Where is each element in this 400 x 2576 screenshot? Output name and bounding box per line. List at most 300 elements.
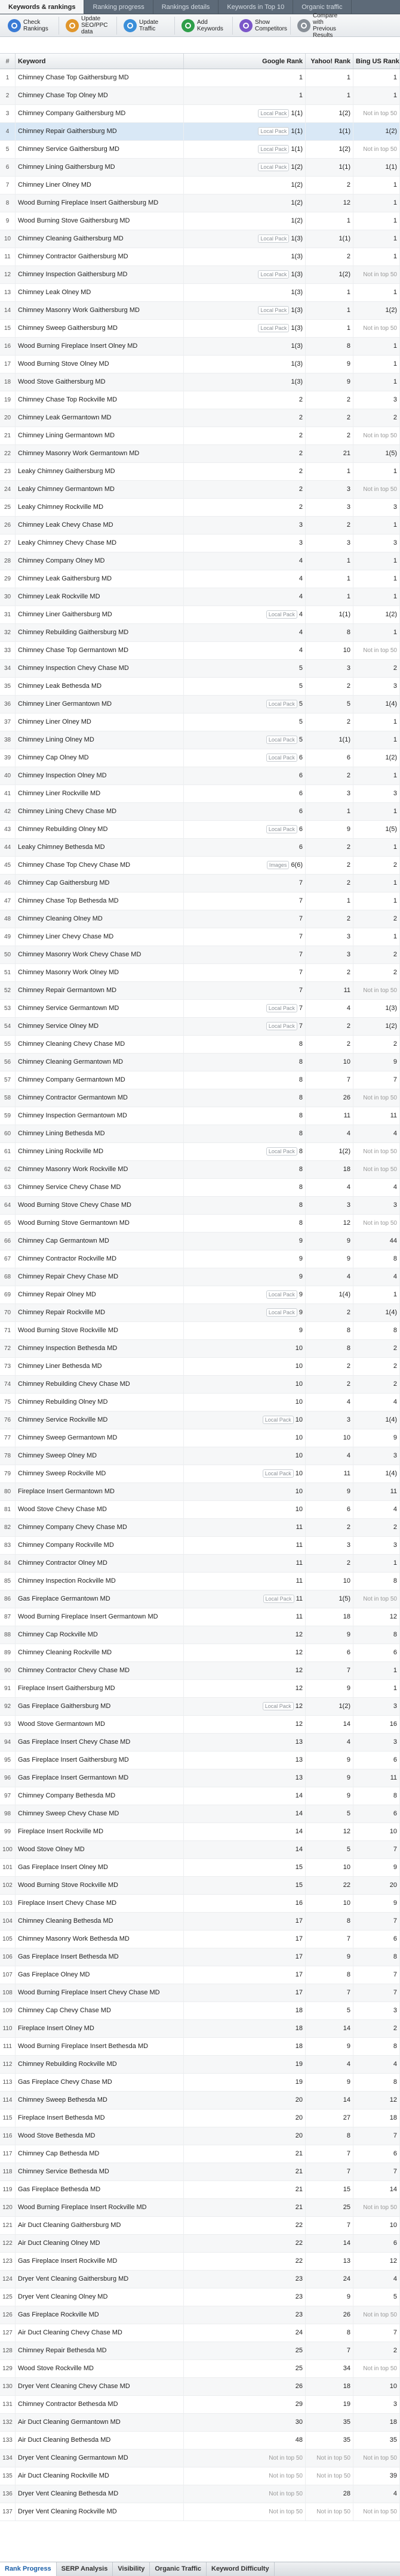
keyword-cell[interactable]: Gas Fireplace Germantown MD [16,1590,184,1608]
keyword-cell[interactable]: Gas Fireplace Rockville MD [16,2306,184,2324]
keyword-cell[interactable]: Chimney Service Rockville MD [16,1411,184,1429]
keyword-cell[interactable]: Fireplace Insert Olney MD [16,2020,184,2037]
table-row[interactable] [0,194,400,212]
keyword-cell[interactable]: Wood Stove Germantown MD [16,1716,184,1733]
table-row[interactable] [0,1447,400,1465]
google-rank-value: 10 [295,1363,303,1370]
keyword-cell[interactable]: Chimney Chase Top Olney MD [16,87,184,104]
table-row[interactable] [0,1626,400,1644]
table-row[interactable] [0,2235,400,2253]
keyword-cell[interactable]: Chimney Company Chevy Chase MD [16,1519,184,1536]
keyword-cell[interactable]: Chimney Chase Top Gaithersburg MD [16,69,184,87]
keyword-cell[interactable]: Gas Fireplace Insert Gaithersburg MD [16,1752,184,1769]
keyword-cell[interactable]: Gas Fireplace Insert Chevy Chase MD [16,1734,184,1751]
keyword-cell[interactable]: Wood Burning Stove Olney MD [16,356,184,373]
table-row[interactable] [0,1590,400,1608]
check-rankings-button[interactable] [4,17,59,35]
table-row[interactable] [0,1895,400,1913]
keyword-cell[interactable]: Chimney Lining Bethesda MD [16,1125,184,1142]
table-row[interactable] [0,1054,400,1071]
table-row[interactable] [0,839,400,857]
table-row[interactable] [0,1805,400,1823]
table-row[interactable] [0,302,400,320]
keyword-cell[interactable]: Chimney Lining Gaithersburg MD [16,159,184,176]
keyword-cell[interactable]: Chimney Company Olney MD [16,552,184,570]
table-row[interactable] [0,1698,400,1716]
table-row[interactable] [0,1358,400,1376]
table-row[interactable] [0,1268,400,1286]
table-row[interactable] [0,159,400,177]
keyword-cell[interactable]: Chimney Cap Gaithersburg MD [16,875,184,892]
keyword-cell[interactable]: Chimney Masonry Work Germantown MD [16,445,184,462]
keyword-cell[interactable]: Wood Burning Fireplace Insert Olney MD [16,338,184,355]
table-row[interactable] [0,1913,400,1931]
bing-rank-value: 7 [393,2132,397,2139]
keyword-cell[interactable]: Dryer Vent Cleaning Rockville MD [16,2503,184,2521]
keyword-cell[interactable]: Wood Stove Chevy Chase MD [16,1501,184,1518]
table-row[interactable] [0,1179,400,1197]
keyword-cell[interactable]: Chimney Cleaning Gaithersburg MD [16,230,184,248]
table-row[interactable] [0,1465,400,1483]
table-row[interactable] [0,1411,400,1429]
table-row[interactable] [0,105,400,123]
keyword-cell[interactable]: Chimney Service Gaithersburg MD [16,141,184,158]
google-rank-value: 6 [299,772,303,779]
keyword-cell[interactable]: Chimney Liner Bethesda MD [16,1358,184,1375]
keyword-cell[interactable]: Chimney Inspection Rockville MD [16,1573,184,1590]
keyword-cell[interactable]: Chimney Liner Gaithersburg MD [16,606,184,623]
table-row[interactable] [0,1716,400,1734]
keyword-cell[interactable]: Wood Burning Fireplace Insert Rockville MD [16,2199,184,2216]
keyword-cell[interactable]: Chimney Inspection Olney MD [16,767,184,784]
table-row[interactable] [0,1519,400,1537]
table-row[interactable] [0,1376,400,1394]
table-row[interactable] [0,2074,400,2092]
yahoo-rank-cell [306,1948,353,1966]
keyword-cell[interactable]: Chimney Cap Olney MD [16,749,184,767]
table-row[interactable] [0,1483,400,1501]
table-row[interactable] [0,767,400,785]
table-row[interactable] [0,2288,400,2306]
table-row[interactable] [0,2306,400,2324]
keyword-cell[interactable]: Fireplace Insert Chevy Chase MD [16,1895,184,1912]
table-row[interactable] [0,2378,400,2396]
keyword-cell[interactable]: Wood Burning Stove Gaithersburg MD [16,212,184,230]
table-row[interactable] [0,517,400,535]
keyword-cell[interactable]: Wood Burning Stove Germantown MD [16,1215,184,1232]
table-row[interactable] [0,499,400,517]
keyword-cell[interactable]: Gas Fireplace Insert Olney MD [16,1859,184,1876]
table-row[interactable] [0,821,400,839]
keyword-cell[interactable]: Chimney Service Chevy Chase MD [16,1179,184,1196]
table-row[interactable] [0,1322,400,1340]
table-row[interactable] [0,1286,400,1304]
table-row[interactable] [0,535,400,552]
table-row[interactable] [0,1644,400,1662]
keyword-cell[interactable]: Wood Burning Stove Chevy Chase MD [16,1197,184,1214]
keyword-cell[interactable]: Chimney Contractor Olney MD [16,1555,184,1572]
table-row[interactable] [0,660,400,678]
table-row[interactable] [0,857,400,875]
tab-organic-traffic[interactable]: Organic traffic [293,0,351,14]
keyword-cell[interactable]: Chimney Sweep Rockville MD [16,1465,184,1482]
bottom-tab-keyword-difficulty[interactable]: Keyword Difficulty [207,2562,275,2576]
bottom-tab-visibility[interactable]: Visibility [113,2562,150,2576]
table-row[interactable] [0,624,400,642]
keyword-cell[interactable]: Wood Stove Olney MD [16,1841,184,1858]
keyword-cell[interactable]: Chimney Cap Germantown MD [16,1233,184,1250]
table-row[interactable] [0,481,400,499]
keyword-cell[interactable]: Chimney Leak Chevy Chase MD [16,517,184,534]
keyword-cell[interactable]: Air Duct Cleaning Bethesda MD [16,2432,184,2449]
keyword-cell[interactable]: Chimney Cleaning Rockville MD [16,1644,184,1661]
keyword-cell[interactable]: Fireplace Insert Rockville MD [16,1823,184,1840]
tab-keywords-in-top-10[interactable]: Keywords in Top 10 [219,0,293,14]
keyword-cell[interactable]: Chimney Cleaning Germantown MD [16,1054,184,1071]
table-row[interactable] [0,1734,400,1752]
keyword-cell[interactable]: Chimney Masonry Work Chevy Chase MD [16,946,184,963]
table-row[interactable] [0,2271,400,2288]
keyword-cell[interactable]: Chimney Repair Rockville MD [16,1304,184,1321]
table-row[interactable] [0,1966,400,1984]
keyword-cell[interactable]: Chimney Repair Germantown MD [16,982,184,999]
keyword-cell[interactable]: Wood Burning Fireplace Insert Chevy Chase MD [16,1984,184,2002]
keyword-cell[interactable]: Chimney Cap Bethesda MD [16,2145,184,2163]
tab-keywords-rankings[interactable]: Keywords & rankings [0,0,84,14]
keyword-cell[interactable]: Dryer Vent Cleaning Chevy Chase MD [16,2378,184,2395]
keyword-cell[interactable]: Wood Burning Fireplace Insert Germantown MD [16,1608,184,1626]
keyword-cell[interactable]: Chimney Rebuilding Olney MD [16,1394,184,1411]
keyword-cell[interactable]: Chimney Inspection Bethesda MD [16,1340,184,1357]
table-row[interactable] [0,2038,400,2056]
keyword-cell[interactable]: Chimney Sweep Bethesda MD [16,2092,184,2109]
table-row[interactable] [0,1197,400,1215]
keyword-cell[interactable]: Chimney Liner Chevy Chase MD [16,928,184,946]
keyword-cell[interactable]: Chimney Rebuilding Gaithersburg MD [16,624,184,641]
table-row[interactable] [0,445,400,463]
keyword-cell[interactable]: Leaky Chimney Gaithersburg MD [16,463,184,480]
table-row[interactable] [0,1501,400,1519]
keyword-cell[interactable]: Chimney Leak Germantown MD [16,409,184,427]
table-row[interactable] [0,1000,400,1018]
table-row[interactable] [0,2360,400,2378]
keyword-cell[interactable]: Chimney Chase Top Rockville MD [16,391,184,409]
table-row[interactable] [0,1948,400,1966]
table-row[interactable] [0,2467,400,2485]
compare-results-button[interactable] [293,12,348,39]
keyword-cell[interactable]: Dryer Vent Cleaning Olney MD [16,2288,184,2306]
table-row[interactable] [0,785,400,803]
keyword-cell[interactable]: Gas Fireplace Insert Germantown MD [16,1769,184,1787]
keyword-cell[interactable]: Wood Burning Fireplace Insert Bethesda MD [16,2038,184,2055]
table-row[interactable] [0,2127,400,2145]
table-row[interactable] [0,1340,400,1358]
table-row[interactable] [0,1877,400,1895]
table-row[interactable] [0,1304,400,1322]
table-row[interactable] [0,1555,400,1573]
bottom-tab-serp-analysis[interactable]: SERP Analysis [57,2562,113,2576]
keyword-cell[interactable]: Chimney Liner Olney MD [16,177,184,194]
table-row[interactable] [0,284,400,302]
column-header-keyword[interactable]: Keyword [16,54,184,69]
table-row[interactable] [0,588,400,606]
keyword-cell[interactable]: Chimney Liner Germantown MD [16,696,184,713]
table-row[interactable] [0,1429,400,1447]
keyword-cell[interactable]: Chimney Inspection Gaithersburg MD [16,266,184,283]
keyword-cell[interactable]: Gas Fireplace Insert Bethesda MD [16,1948,184,1966]
table-row[interactable] [0,1537,400,1555]
table-row[interactable] [0,570,400,588]
table-row[interactable] [0,1752,400,1769]
keyword-cell[interactable]: Chimney Sweep Chevy Chase MD [16,1805,184,1823]
table-row[interactable] [0,1161,400,1179]
bottom-tab-organic-traffic[interactable]: Organic Traffic [150,2562,207,2576]
keyword-cell[interactable]: Wood Stove Gaithersburg MD [16,373,184,391]
keyword-cell[interactable]: Chimney Cleaning Chevy Chase MD [16,1036,184,1053]
keyword-cell[interactable]: Chimney Cleaning Bethesda MD [16,1913,184,1930]
add-keywords-button[interactable] [177,17,233,35]
keyword-cell[interactable]: Chimney Service Bethesda MD [16,2163,184,2180]
table-row[interactable] [0,356,400,373]
update-traffic-button[interactable] [119,17,175,35]
table-row[interactable] [0,1143,400,1161]
table-row[interactable] [0,1984,400,2002]
keyword-cell[interactable]: Chimney Contractor Rockville MD [16,1250,184,1268]
table-row[interactable] [0,642,400,660]
keyword-cell[interactable]: Fireplace Insert Germantown MD [16,1483,184,1500]
keyword-cell[interactable]: Wood Stove Bethesda MD [16,2127,184,2145]
keyword-cell[interactable]: Chimney Leak Olney MD [16,284,184,301]
keyword-cell[interactable]: Chimney Chase Top Germantown MD [16,642,184,659]
keyword-cell[interactable]: Chimney Liner Olney MD [16,714,184,731]
keyword-cell[interactable]: Chimney Cap Chevy Chase MD [16,2002,184,2019]
keyword-cell[interactable]: Chimney Contractor Germantown MD [16,1089,184,1107]
keyword-cell[interactable]: Chimney Rebuilding Rockville MD [16,2056,184,2073]
keyword-cell[interactable]: Leaky Chimney Rockville MD [16,499,184,516]
keyword-cell[interactable]: Wood Burning Stove Rockville MD [16,1877,184,1894]
keyword-cell[interactable]: Chimney Lining Chevy Chase MD [16,803,184,820]
table-row[interactable] [0,1573,400,1590]
keyword-cell[interactable]: Gas Fireplace Bethesda MD [16,2181,184,2198]
keyword-cell[interactable]: Gas Fireplace Olney MD [16,1966,184,1984]
keyword-cell[interactable]: Chimney Repair Gaithersburg MD [16,123,184,140]
table-row[interactable] [0,1089,400,1107]
keyword-cell[interactable]: Gas Fireplace Chevy Chase MD [16,2074,184,2091]
table-row[interactable] [0,1018,400,1036]
table-row[interactable] [0,731,400,749]
keyword-cell[interactable]: Air Duct Cleaning Rockville MD [16,2467,184,2485]
table-row[interactable] [0,1107,400,1125]
table-row[interactable] [0,1125,400,1143]
keyword-cell[interactable]: Chimney Repair Chevy Chase MD [16,1268,184,1286]
table-row[interactable] [0,696,400,714]
table-row[interactable] [0,928,400,946]
table-row[interactable] [0,749,400,767]
table-row[interactable] [0,248,400,266]
table-row[interactable] [0,2181,400,2199]
table-row[interactable] [0,1250,400,1268]
tab-ranking-progress[interactable]: Ranking progress [84,0,153,14]
table-row[interactable] [0,1823,400,1841]
table-row[interactable] [0,2503,400,2521]
keyword-cell[interactable]: Chimney Masonry Work Olney MD [16,964,184,981]
table-row[interactable] [0,2485,400,2503]
table-row[interactable] [0,2002,400,2020]
table-row[interactable] [0,87,400,105]
table-row[interactable] [0,212,400,230]
keyword-cell[interactable]: Gas Fireplace Gaithersburg MD [16,1698,184,1715]
keyword-cell[interactable]: Dryer Vent Cleaning Gaithersburg MD [16,2271,184,2288]
keyword-cell[interactable]: Chimney Inspection Germantown MD [16,1107,184,1125]
table-row[interactable] [0,1071,400,1089]
keyword-cell[interactable]: Chimney Lining Rockville MD [16,1143,184,1160]
table-row[interactable] [0,427,400,445]
table-row[interactable] [0,2432,400,2450]
keyword-cell[interactable]: Chimney Lining Germantown MD [16,427,184,444]
table-row[interactable] [0,678,400,696]
table-row[interactable] [0,910,400,928]
tab-rankings-details[interactable]: Rankings details [153,0,219,14]
table-row[interactable] [0,2414,400,2432]
show-competitors-button[interactable] [235,17,291,35]
table-row[interactable] [0,714,400,731]
keyword-cell[interactable]: Chimney Masonry Work Bethesda MD [16,1931,184,1948]
table-row[interactable] [0,803,400,821]
table-row[interactable] [0,177,400,194]
keyword-cell[interactable]: Leaky Chimney Bethesda MD [16,839,184,856]
table-row[interactable] [0,463,400,481]
keyword-cell[interactable]: Chimney Contractor Gaithersburg MD [16,248,184,265]
table-row[interactable] [0,141,400,159]
keyword-cell[interactable]: Chimney Repair Olney MD [16,1286,184,1304]
table-row[interactable] [0,338,400,356]
keyword-cell[interactable]: Air Duct Cleaning Olney MD [16,2235,184,2252]
keyword-cell[interactable]: Dryer Vent Cleaning Bethesda MD [16,2485,184,2503]
table-row[interactable] [0,2396,400,2414]
keyword-cell[interactable]: Chimney Sweep Germantown MD [16,1429,184,1447]
keyword-cell[interactable]: Chimney Company Bethesda MD [16,1787,184,1805]
table-row[interactable] [0,964,400,982]
keyword-cell[interactable]: Wood Burning Stove Rockville MD [16,1322,184,1339]
table-row[interactable] [0,946,400,964]
table-row[interactable] [0,606,400,624]
table-row[interactable] [0,1859,400,1877]
keyword-cell[interactable]: Chimney Company Germantown MD [16,1071,184,1089]
keyword-cell[interactable]: Air Duct Cleaning Germantown MD [16,2414,184,2431]
table-row[interactable] [0,409,400,427]
keyword-cell[interactable]: Chimney Chase Top Chevy Chase MD [16,857,184,874]
table-row[interactable] [0,1680,400,1698]
update-data-button[interactable] [61,17,117,35]
keyword-cell[interactable]: Chimney Rebuilding Chevy Chase MD [16,1376,184,1393]
table-row[interactable] [0,875,400,892]
keyword-cell[interactable]: Leaky Chimney Chevy Chase MD [16,535,184,552]
table-row[interactable] [0,2145,400,2163]
keyword-cell[interactable]: Chimney Service Olney MD [16,1018,184,1035]
keyword-cell[interactable]: Air Duct Cleaning Chevy Chase MD [16,2324,184,2342]
keyword-cell[interactable]: Chimney Inspection Chevy Chase MD [16,660,184,677]
keyword-cell[interactable]: Chimney Service Germantown MD [16,1000,184,1017]
keyword-cell[interactable]: Chimney Cleaning Olney MD [16,910,184,928]
table-row[interactable] [0,892,400,910]
table-row[interactable] [0,266,400,284]
keyword-cell[interactable]: Chimney Rebuilding Olney MD [16,821,184,838]
keyword-cell[interactable]: Gas Fireplace Insert Rockville MD [16,2253,184,2270]
table-row[interactable] [0,2450,400,2467]
table-row[interactable] [0,1662,400,1680]
keyword-cell[interactable]: Chimney Masonry Work Rockville MD [16,1161,184,1178]
bottom-tab-rank-progress[interactable]: Rank Progress [0,2562,57,2576]
table-row[interactable] [0,2342,400,2360]
table-row[interactable] [0,1931,400,1948]
table-row[interactable] [0,2163,400,2181]
table-row[interactable] [0,391,400,409]
keyword-cell[interactable]: Chimney Leak Bethesda MD [16,678,184,695]
keyword-cell[interactable]: Wood Burning Fireplace Insert Gaithersburg MD [16,194,184,212]
table-row[interactable] [0,2324,400,2342]
table-row[interactable] [0,1036,400,1054]
table-row[interactable] [0,373,400,391]
table-row[interactable] [0,552,400,570]
table-row[interactable] [0,982,400,1000]
keyword-cell[interactable]: Leaky Chimney Germantown MD [16,481,184,498]
table-row[interactable] [0,1769,400,1787]
keyword-cell[interactable]: Chimney Company Rockville MD [16,1537,184,1554]
column-header-number[interactable]: # [0,54,16,69]
keyword-cell[interactable]: Chimney Sweep Olney MD [16,1447,184,1465]
table-row[interactable] [0,1841,400,1859]
table-row[interactable] [0,2092,400,2109]
keyword-cell[interactable]: Fireplace Insert Gaithersburg MD [16,1680,184,1697]
table-row[interactable] [0,69,400,87]
table-row[interactable] [0,1394,400,1411]
keyword-cell[interactable]: Wood Stove Rockville MD [16,2360,184,2377]
keyword-cell[interactable]: Chimney Cap Rockville MD [16,1626,184,1644]
table-row[interactable] [0,1233,400,1250]
keyword-cell[interactable]: Chimney Liner Rockville MD [16,785,184,802]
table-row[interactable] [0,2253,400,2271]
keyword-cell[interactable]: Chimney Lining Olney MD [16,731,184,749]
table-row[interactable] [0,1608,400,1626]
table-row[interactable] [0,2199,400,2217]
keyword-cell[interactable]: Chimney Leak Rockville MD [16,588,184,606]
table-row[interactable] [0,230,400,248]
google-rank-cell [184,1197,306,1214]
table-row[interactable] [0,2056,400,2074]
table-row[interactable] [0,2020,400,2038]
keyword-cell[interactable]: Fireplace Insert Bethesda MD [16,2109,184,2127]
column-header-yahoo-rank[interactable]: Yahoo! Rank [306,54,353,69]
column-header-bing-rank[interactable]: Bing US Rank [353,54,400,69]
keyword-cell[interactable]: Chimney Contractor Chevy Chase MD [16,1662,184,1679]
keyword-cell[interactable]: Chimney Repair Bethesda MD [16,2342,184,2359]
table-row[interactable] [0,320,400,338]
keyword-cell[interactable]: Chimney Chase Top Bethesda MD [16,892,184,910]
table-row[interactable] [0,2217,400,2235]
table-row[interactable] [0,123,400,141]
keyword-cell[interactable]: Chimney Company Gaithersburg MD [16,105,184,122]
column-header-google-rank[interactable]: Google Rank [184,54,306,69]
table-row[interactable] [0,1787,400,1805]
keyword-cell[interactable]: Chimney Contractor Bethesda MD [16,2396,184,2413]
table-row[interactable] [0,1215,400,1233]
keyword-cell[interactable]: Air Duct Cleaning Gaithersburg MD [16,2217,184,2234]
keyword-cell[interactable]: Dryer Vent Cleaning Germantown MD [16,2450,184,2467]
keyword-cell[interactable]: Chimney Leak Gaithersburg MD [16,570,184,588]
keyword-cell[interactable]: Chimney Masonry Work Gaithersburg MD [16,302,184,319]
keyword-cell[interactable]: Chimney Sweep Gaithersburg MD [16,320,184,337]
table-row[interactable] [0,2109,400,2127]
